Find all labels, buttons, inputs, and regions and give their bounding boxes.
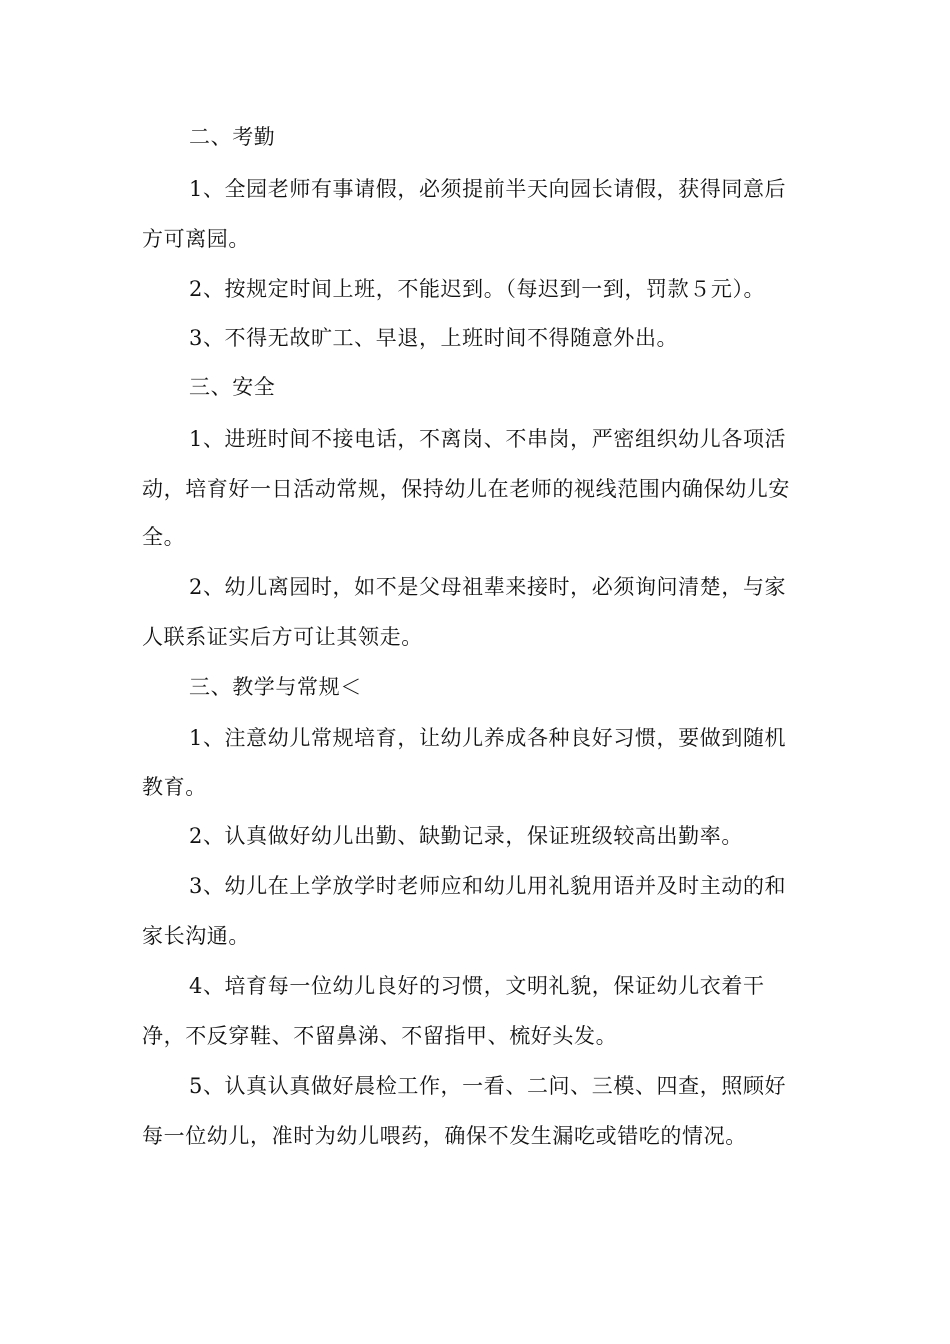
section-heading-attendance: 二、考勤	[189, 125, 276, 149]
teaching-item-1-cont: 教育。	[142, 775, 207, 799]
teaching-item-4: 4、培育每一位幼儿良好的习惯，文明礼貌，保证幼儿衣着干	[189, 974, 765, 998]
teaching-item-5-cont: 每一位幼儿，准时为幼儿喂药，确保不发生漏吃或错吃的情况。	[142, 1124, 747, 1148]
teaching-item-3-cont: 家长沟通。	[142, 924, 250, 948]
safety-item-2-cont: 人联系证实后方可让其领走。	[142, 625, 423, 649]
attendance-item-2: 2、按规定时间上班，不能迟到。（每迟到一到，罚款５元）。	[189, 277, 766, 301]
teaching-item-1: 1、注意幼儿常规培育，让幼儿养成各种良好习惯，要做到随机	[189, 726, 787, 750]
attendance-item-1-cont: 方可离园。	[142, 227, 250, 251]
attendance-item-1: 1、全园老师有事请假，必须提前半天向园长请假，获得同意后	[189, 177, 787, 201]
safety-item-1: 1、进班时间不接电话，不离岗、不串岗，严密组织幼儿各项活	[189, 427, 787, 451]
attendance-item-3: 3、不得无故旷工、早退，上班时间不得随意外出。	[189, 326, 679, 350]
teaching-item-4-cont: 净，不反穿鞋、不留鼻涕、不留指甲、梳好头发。	[142, 1024, 618, 1048]
teaching-item-3: 3、幼儿在上学放学时老师应和幼儿用礼貌用语并及时主动的和	[189, 874, 787, 898]
safety-item-1-cont: 动，培育好一日活动常规，保持幼儿在老师的视线范围内确保幼儿安	[142, 477, 790, 501]
section-heading-safety: 三、安全	[189, 375, 276, 399]
section-heading-teaching: 三、教学与常规＜	[189, 675, 362, 699]
safety-item-1-cont-2: 全。	[142, 525, 186, 549]
teaching-item-5: 5、认真认真做好晨检工作，一看、二问、三模、四查，照顾好	[189, 1074, 787, 1098]
teaching-item-2: 2、认真做好幼儿出勤、缺勤记录，保证班级较高出勤率。	[189, 824, 743, 848]
safety-item-2: 2、幼儿离园时，如不是父母祖辈来接时，必须询问清楚，与家	[189, 575, 787, 599]
